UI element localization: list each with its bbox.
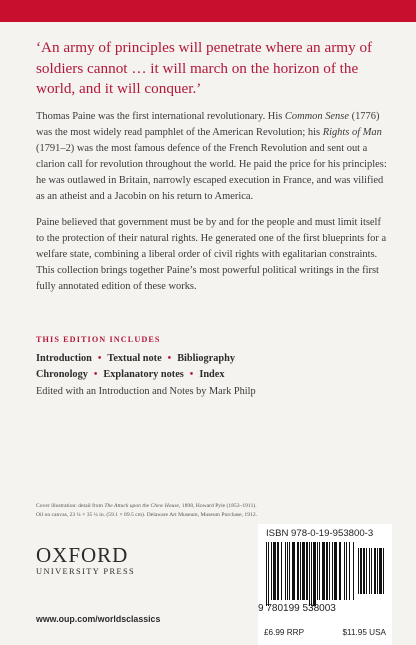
paragraph-1 bbox=[36, 109, 388, 206]
credit-artwork-title: The Attack upon the Chew House bbox=[104, 503, 179, 509]
includes-item: Textual note bbox=[107, 353, 162, 364]
includes-item: Chronology bbox=[36, 369, 88, 381]
publisher-name: OXFORD bbox=[36, 543, 129, 567]
includes-row-2 bbox=[36, 367, 388, 383]
pull-quote: ‘An army of principles will penetrate where an army of soldiers cannot … it will march on the horizon of the world, and it will conquer.’ bbox=[36, 39, 373, 97]
bullet-separator: • bbox=[97, 353, 102, 364]
price-addon-barcode bbox=[358, 548, 384, 600]
includes-item: Explanatory notes bbox=[103, 369, 184, 381]
includes-item: Bibliography bbox=[177, 353, 235, 364]
editor-credit: Edited with an Introduction and Notes by Mark Philp bbox=[36, 386, 256, 397]
p1-text-b: (1776) was the most widely read pamphlet of the American Revolution; his bbox=[36, 111, 380, 139]
includes-item: Index bbox=[199, 369, 225, 381]
publisher-press: UNIVERSITY PRESS bbox=[36, 567, 136, 576]
credit-artist: , 1898, Howard Pyle (1853–1911). bbox=[179, 503, 257, 509]
price-us: $11.95 USA bbox=[342, 628, 386, 637]
ean-barcode bbox=[266, 542, 354, 606]
paragraph-2: Paine believed that government must be by and for the people and must limit itself to the protection of their natural rights. He generated one of the first blueprints for a welfare state, combining a liberal order of civil rights with egalitarian constraints. This collection brings together Paine’s most powerful political writings in the first fully annotated edition of these works. bbox=[36, 216, 387, 292]
bullet-separator: • bbox=[93, 369, 98, 381]
p1-title-common-sense: Common Sense bbox=[284, 111, 349, 122]
isbn-text: ISBN 978-0-19-953800-3 bbox=[266, 528, 374, 539]
price-row bbox=[264, 628, 386, 637]
bullet-separator: • bbox=[189, 369, 194, 381]
p1-text-c: (1791–2) was the most famous defence of the French Revolution and sent out a clarion call for revolution throughout the world. He paid the price for his principles: he was outlawed in Britain, narrowly escaped execution in France, and was vilified as an atheist and a Jacobin on his return to America. bbox=[36, 143, 387, 203]
top-color-band bbox=[0, 0, 416, 22]
barcode-digits: 9 780199 538003 bbox=[258, 603, 336, 614]
credit-line-2: Oil on canvas, 23 ¼ × 35 ¼ in. (59.1 × 89.5 cm). Delaware Art Museum, Museum Purchase, 1912. bbox=[36, 512, 258, 519]
cover-illustration-credit bbox=[36, 502, 388, 521]
barcode-panel bbox=[258, 524, 392, 645]
back-cover bbox=[0, 22, 416, 641]
credit-line-1 bbox=[36, 502, 388, 511]
p1-text-a: Thomas Paine was the first international revolutionary. His bbox=[36, 111, 285, 122]
price-uk: £6.99 RRP bbox=[264, 628, 305, 637]
bullet-separator: • bbox=[167, 353, 172, 364]
publisher-url: www.oup.com/worldsclassics bbox=[36, 614, 161, 624]
p1-title-rights-of-man: Rights of Man bbox=[322, 127, 382, 139]
oxford-logo bbox=[36, 544, 146, 576]
edition-heading: THIS EDITION INCLUDES bbox=[36, 335, 161, 344]
includes-row-1 bbox=[36, 351, 388, 367]
edition-includes-list bbox=[36, 351, 388, 383]
includes-item: Introduction bbox=[36, 353, 92, 364]
description bbox=[36, 109, 388, 304]
credit-prefix: Cover illustration: detail from bbox=[36, 503, 105, 509]
